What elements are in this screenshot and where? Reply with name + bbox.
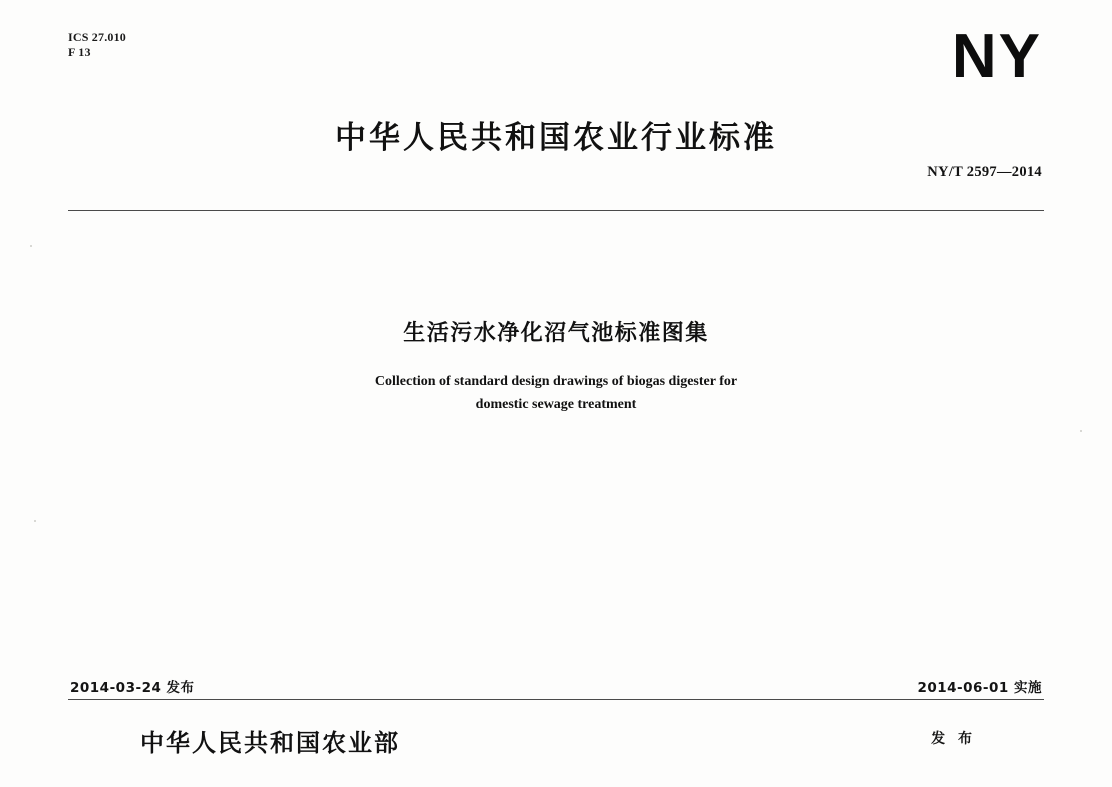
page-title: 中华人民共和国农业行业标准 (335, 120, 777, 156)
publish-date: 2014-03-24 发布 (70, 680, 195, 696)
header-divider (68, 210, 1044, 211)
ics-code-block (68, 30, 126, 60)
scan-artifact (30, 245, 32, 247)
ics-code: ICS 27.010 (68, 30, 127, 44)
document-title-en (0, 370, 1112, 416)
document-title-en-line1: Collection of standard design drawings of biogas digester for (374, 374, 738, 389)
issue-label: 发 布 (931, 731, 976, 747)
effective-date: 2014-06-01 实施 (917, 680, 1042, 696)
standard-number: NY/T 2597—2014 (927, 164, 1042, 180)
ny-standard-logo: NY (951, 22, 1042, 91)
scan-artifact (1080, 430, 1082, 432)
classification-code: F 13 (68, 45, 91, 59)
issuing-authority: 中华人民共和国农业部 (140, 729, 400, 757)
document-title-en-line2: domestic sewage treatment (475, 397, 637, 412)
footer-divider (68, 699, 1044, 700)
scan-artifact (34, 520, 36, 522)
document-title-cn: 生活污水净化沼气池标准图集 (403, 321, 709, 346)
